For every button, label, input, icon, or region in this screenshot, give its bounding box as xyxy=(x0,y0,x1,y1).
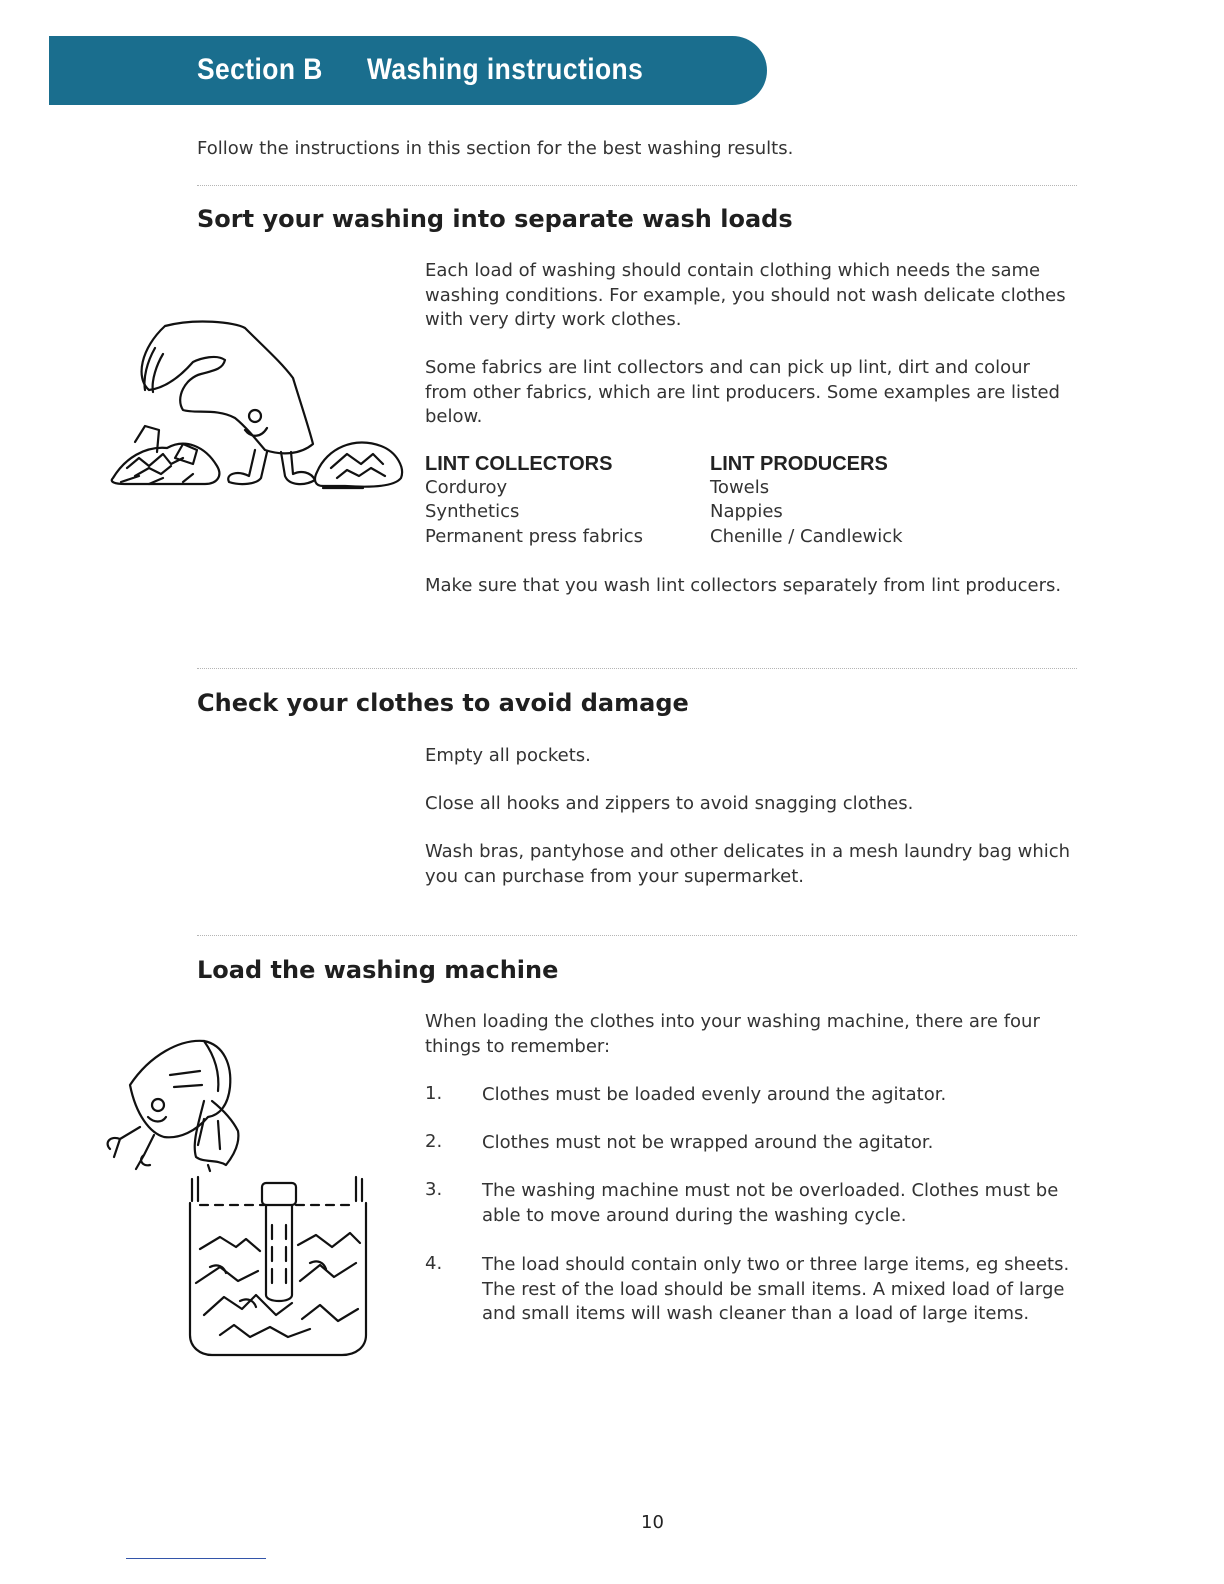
step-text: Clothes must not be wrapped around the agitator. xyxy=(482,1132,934,1153)
list-item: Corduroy xyxy=(425,477,508,499)
divider xyxy=(197,935,1077,936)
step-text: The load should contain only two or three large items, eg sheets. The rest of the load should be small items. A mixed load of large and small items will wash cleaner than a load of large items. xyxy=(482,1254,1070,1324)
divider xyxy=(197,668,1077,669)
load-intro: When loading the clothes into your washing machine, there are four things to remember: xyxy=(425,1011,1040,1057)
step-text: The washing machine must not be overloaded. Clothes must be able to move around during the washing cycle. xyxy=(482,1180,1059,1226)
list-item: Chenille / Candlewick xyxy=(710,525,903,547)
section-label: Section B xyxy=(197,53,323,86)
step-text: Clothes must be loaded evenly around the agitator. xyxy=(482,1084,947,1105)
divider xyxy=(197,185,1077,186)
check-item-3: Wash bras, pantyhose and other delicates in a mesh laundry bag which you can purchase from your supermarket. xyxy=(425,841,1071,887)
section-title: Washing instructions xyxy=(367,53,644,86)
hand-sorting-clothes-illustration xyxy=(105,318,410,498)
step-number: 1. xyxy=(425,1083,443,1104)
page-number: 10 xyxy=(641,1512,664,1533)
check-heading: Check your clothes to avoid damage xyxy=(197,689,689,717)
list-item: Synthetics xyxy=(425,501,520,523)
load-heading: Load the washing machine xyxy=(197,956,559,984)
sort-heading: Sort your washing into separate wash loads xyxy=(197,205,793,233)
lint-collectors-title: LINT COLLECTORS xyxy=(425,453,613,475)
hand-loading-washer-illustration xyxy=(100,1035,380,1360)
step-number: 2. xyxy=(425,1131,443,1152)
lint-collectors-list xyxy=(425,452,643,549)
step-number: 3. xyxy=(425,1179,443,1200)
list-item: Nappies xyxy=(710,501,783,523)
sort-paragraph-1: Each load of washing should contain clothing which needs the same washing conditions. For example, you should not wash delicate clothes with very dirty work clothes. xyxy=(425,260,1066,330)
sort-paragraph-2: Some fabrics are lint collectors and can pick up lint, dirt and colour from other fabrics, which are lint producers. Some examples are listed below. xyxy=(425,357,1060,427)
section-header-bar xyxy=(49,36,767,105)
check-item-1: Empty all pockets. xyxy=(425,745,591,766)
lint-producers-title: LINT PRODUCERS xyxy=(710,453,888,475)
check-item-2: Close all hooks and zippers to avoid snagging clothes. xyxy=(425,793,914,814)
list-item: Permanent press fabrics xyxy=(425,525,644,547)
intro-text: Follow the instructions in this section for the best washing results. xyxy=(197,138,794,159)
sort-paragraph-3: Make sure that you wash lint collectors separately from lint producers. xyxy=(425,575,1062,596)
list-item: Towels xyxy=(710,477,770,499)
lint-producers-list xyxy=(710,452,903,549)
footer-line xyxy=(126,1558,266,1559)
step-number: 4. xyxy=(425,1253,443,1274)
